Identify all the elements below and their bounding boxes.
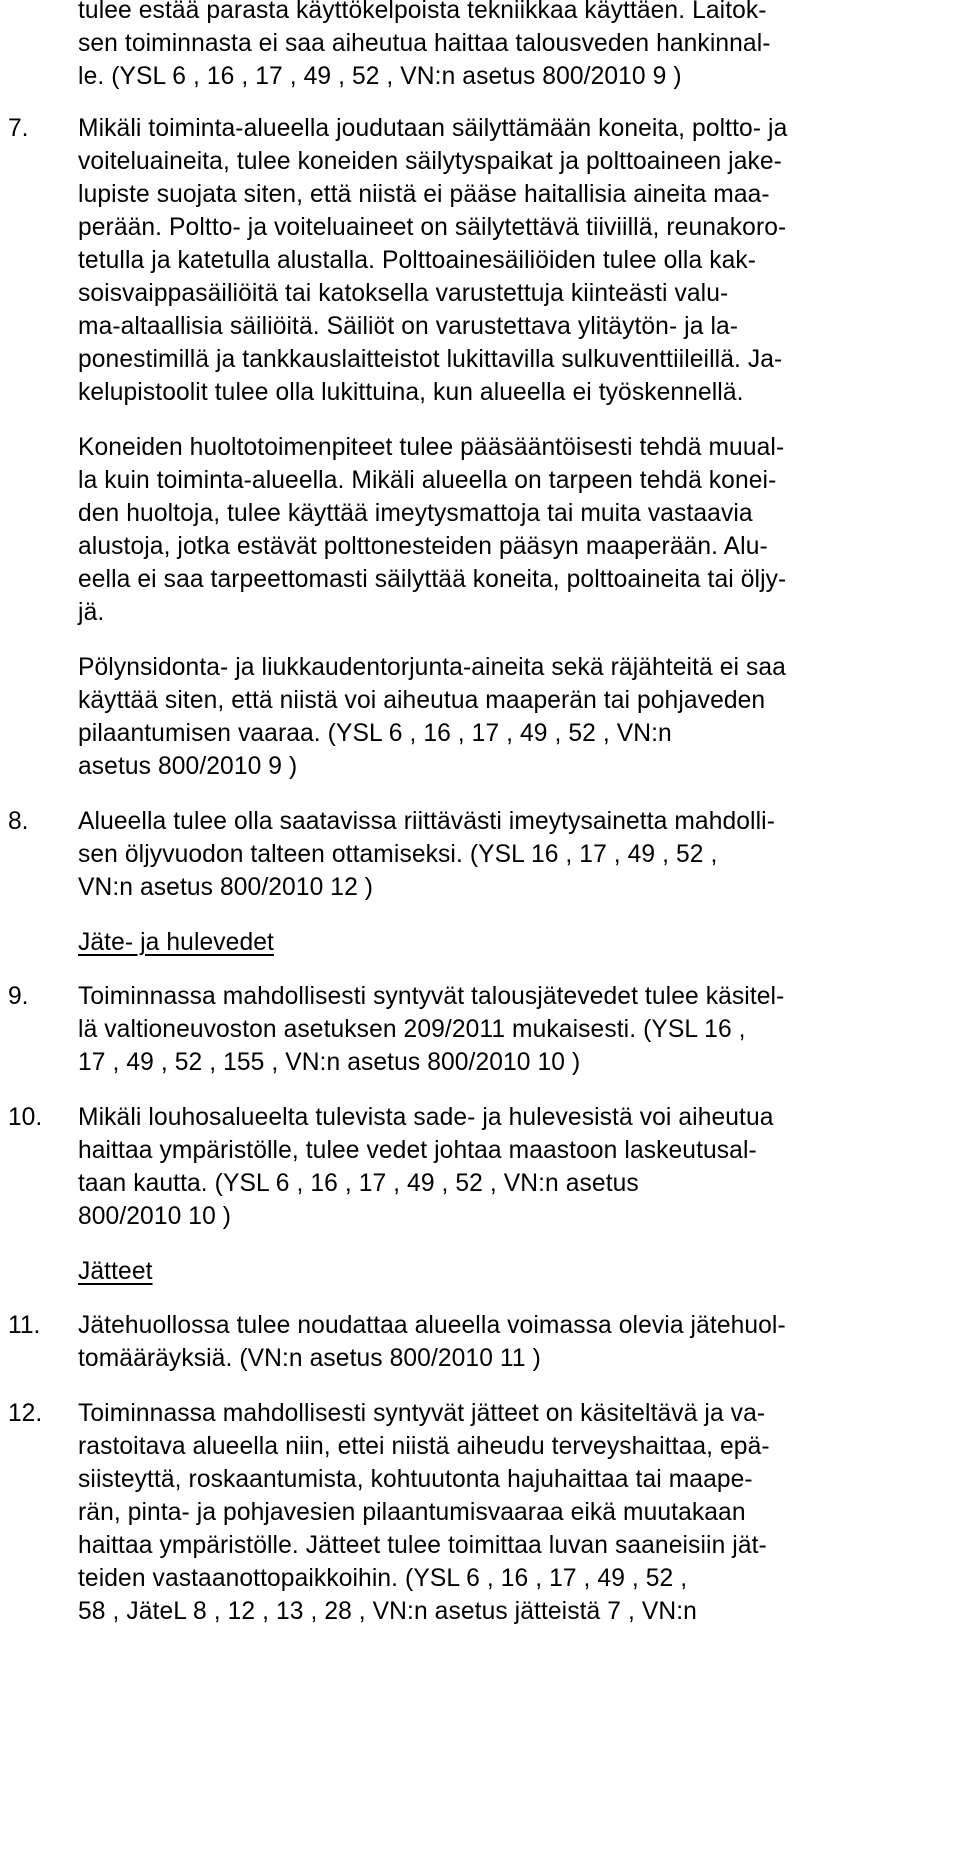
text-line: eella ei saa tarpeettomasti säilyttää koneita, polttoaineita tai öljy-	[78, 566, 787, 593]
text-line: tetulla ja katetulla alustalla. Polttoainesäiliöiden tulee olla kak-	[78, 247, 757, 274]
text-line: le. (YSL 6 , 16 , 17 , 49 , 52 , VN:n asetus 800/2010 9 )	[78, 63, 682, 90]
text-line: haittaa ympäristölle, tulee vedet johtaa maastoon laskeutusal-	[78, 1137, 757, 1164]
text-line: Mikäli toiminta-alueella joudutaan säilyttämään koneita, poltto- ja	[78, 115, 788, 142]
text-line: Alueella tulee olla saatavissa riittävästi imeytysainetta mahdolli-	[78, 808, 776, 835]
text-line: lupiste suojata siten, että niistä ei pääse haitallisia aineita maa-	[78, 181, 770, 208]
text-line: alustoja, jotka estävät polttonesteiden pääsyn maaperään. Alu-	[78, 533, 768, 560]
item-number: 8.	[8, 808, 29, 835]
text-line: Jätehuollossa tulee noudattaa alueella voimassa olevia jätehuol-	[78, 1312, 786, 1339]
text-line: jä.	[78, 599, 105, 626]
text-line: soisvaippasäiliöitä tai katoksella varustettuja kiinteästi valu-	[78, 280, 729, 307]
section-heading: Jäte- ja hulevedet	[78, 929, 274, 956]
text-line: voiteluaineita, tulee koneiden säilytyspaikat ja polttoaineen jake-	[78, 148, 782, 175]
text-line: perään. Poltto- ja voiteluaineet on säilytettävä tiiviillä, reunakoro-	[78, 214, 787, 241]
text-line: Koneiden huoltotoimenpiteet tulee pääsääntöisesti tehdä muual-	[78, 434, 785, 461]
section-heading: Jätteet	[78, 1258, 153, 1285]
text-line: rän, pinta- ja pohjavesien pilaantumisvaaraa eikä muutakaan	[78, 1499, 746, 1526]
item-number: 11.	[8, 1312, 41, 1339]
text-line: käyttää siten, että niistä voi aiheutua maaperän tai pohjaveden	[78, 687, 766, 714]
text-line: siisteyttä, roskaantumista, kohtuutonta hajuhaittaa tai maape-	[78, 1466, 753, 1493]
text-line: Toiminnassa mahdollisesti syntyvät talousjätevedet tulee käsitel-	[78, 983, 785, 1010]
text-line: 800/2010 10 )	[78, 1203, 232, 1230]
text-line: den huoltoja, tulee käyttää imeytysmattoja tai muita vastaavia	[78, 500, 753, 527]
text-line: Pölynsidonta- ja liukkaudentorjunta-aineita sekä räjähteitä ei saa	[78, 654, 786, 681]
text-line: Toiminnassa mahdollisesti syntyvät jätteet on käsiteltävä ja va-	[78, 1400, 766, 1427]
text-line: taan kautta. (YSL 6 , 16 , 17 , 49 , 52 , VN:n asetus	[78, 1170, 639, 1197]
text-line: 58 , JäteL 8 , 12 , 13 , 28 , VN:n asetus jätteistä 7 , VN:n	[78, 1598, 697, 1625]
text-line: sen öljyvuodon talteen ottamiseksi. (YSL 16 , 17 , 49 , 52 ,	[78, 841, 718, 868]
text-line: tulee estää parasta käyttökelpoista tekniikkaa käyttäen. Laitok-	[78, 0, 767, 24]
text-line: teiden vastaanottopaikkoihin. (YSL 6 , 16 , 17 , 49 , 52 ,	[78, 1565, 688, 1592]
text-line: rastoitava alueella niin, ettei niistä aiheudu terveyshaittaa, epä-	[78, 1433, 770, 1460]
text-line: tomääräyksiä. (VN:n asetus 800/2010 11 )	[78, 1345, 541, 1372]
item-number: 9.	[8, 983, 29, 1010]
text-line: asetus 800/2010 9 )	[78, 753, 298, 780]
text-line: kelupistoolit tulee olla lukittuina, kun alueella ei työskennellä.	[78, 379, 744, 406]
item-number: 7.	[8, 115, 29, 142]
text-line: 17 , 49 , 52 , 155 , VN:n asetus 800/2010 10 )	[78, 1049, 581, 1076]
text-line: haittaa ympäristölle. Jätteet tulee toimittaa luvan saaneisiin jät-	[78, 1532, 767, 1559]
text-line: ponestimillä ja tankkauslaitteistot lukittavilla sulkuventtiileillä. Ja-	[78, 346, 783, 373]
text-line: la kuin toiminta-alueella. Mikäli alueella on tarpeen tehdä konei-	[78, 467, 777, 494]
text-line: pilaantumisen vaaraa. (YSL 6 , 16 , 17 , 49 , 52 , VN:n	[78, 720, 672, 747]
text-line: VN:n asetus 800/2010 12 )	[78, 874, 374, 901]
text-line: Mikäli louhosalueelta tulevista sade- ja hulevesistä voi aiheutua	[78, 1104, 774, 1131]
text-line: sen toiminnasta ei saa aiheutua haittaa talousveden hankinnal-	[78, 30, 771, 57]
item-number: 10.	[8, 1104, 43, 1131]
text-line: ma-altaallisia säiliöitä. Säiliöt on varustettava ylitäytön- ja la-	[78, 313, 739, 340]
text-line: lä valtioneuvoston asetuksen 209/2011 mukaisesti. (YSL 16 ,	[78, 1016, 746, 1043]
item-number: 12.	[8, 1400, 43, 1427]
